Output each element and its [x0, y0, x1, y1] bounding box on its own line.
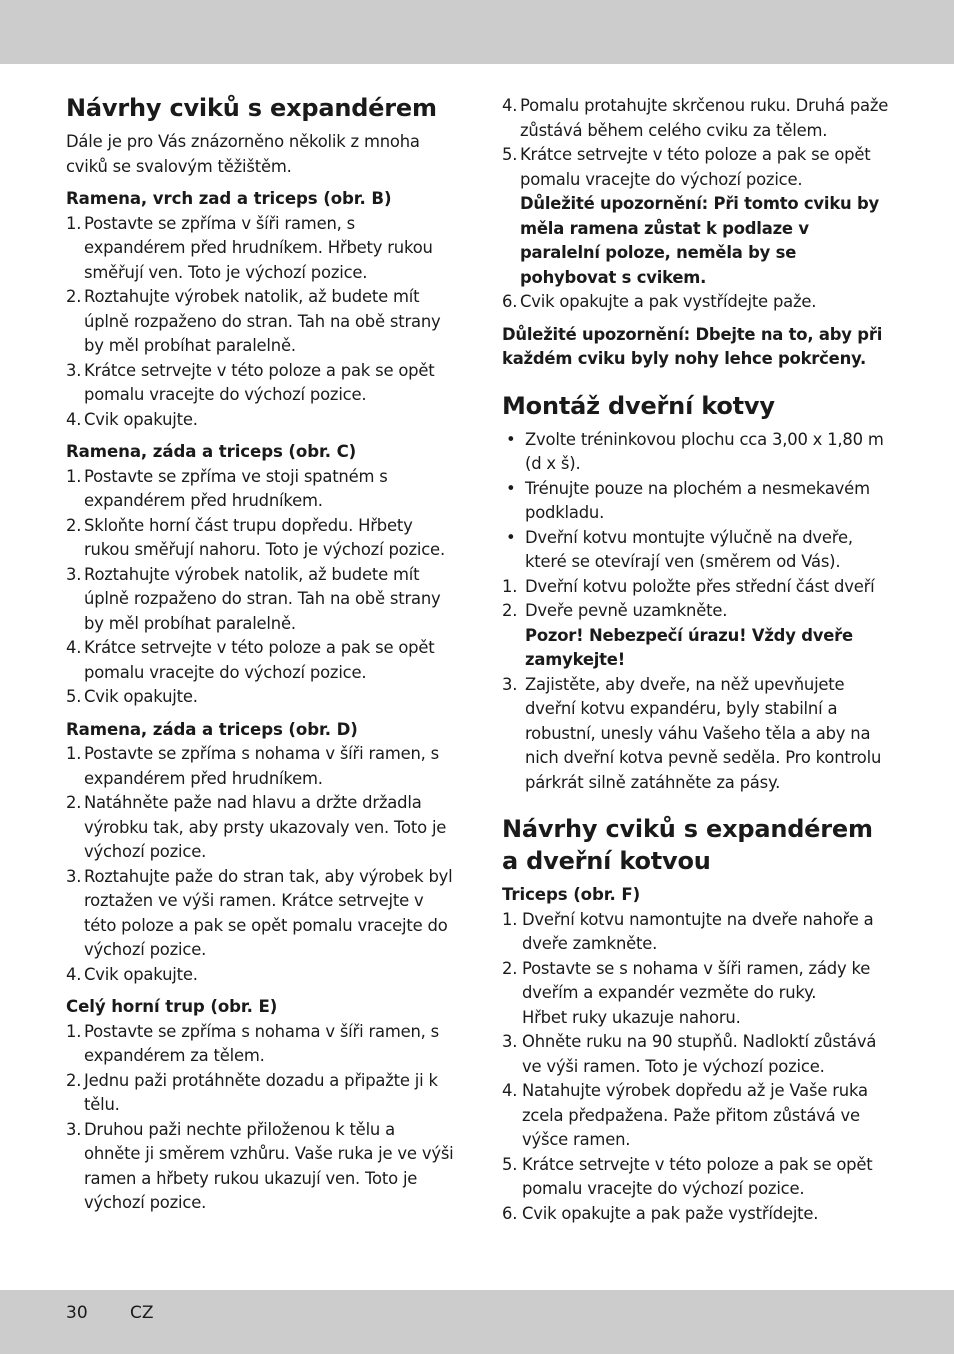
list-item: 3. Roztahujte paže do stran tak, aby výrobek byl roztažen ve výši ramen. Krátce setrvejte v této poloze a pak se opět pomalu vracejte do výchozí pozice. — [66, 866, 453, 959]
steps-list-b — [66, 212, 456, 433]
section-heading-f: Triceps (obr. F) — [502, 885, 641, 904]
list-item: 1. Dveřní kotvu namontujte na dveře nahoře a dveře zamkněte. — [502, 909, 874, 953]
section-heading-e: Celý horní trup (obr. E) — [66, 997, 278, 1016]
steps-list-d — [66, 742, 456, 987]
right-column — [502, 94, 892, 1226]
list-item: 5. Krátce setrvejte v této poloze a pak se opět pomalu vracejte do výchozí pozice. — [502, 1154, 873, 1198]
section-heading-d: Ramena, záda a triceps (obr. D) — [66, 719, 358, 739]
list-item: 2. Jednu paži protáhněte dozadu a připažte ji k tělu. — [66, 1070, 438, 1114]
important-note: Důležité upozornění: Dbejte na to, aby při každém cviku byly nohy lehce pokrčeny. — [502, 324, 883, 368]
language-code: CZ — [130, 1303, 154, 1323]
header-band — [0, 0, 954, 64]
list-item: 5. Cvik opakujte. — [66, 687, 198, 706]
injury-warning: Pozor! Nebezpečí úrazu! Vždy dveře zamykejte! — [525, 625, 853, 669]
list-item: 2. Natáhněte paže nad hlavu a držte držadla výrobku tak, aby prsty ukazovaly ven. Toto je výchozí pozice. — [66, 793, 447, 861]
list-item: 4. Cvik opakujte. — [66, 964, 198, 984]
list-item: 2. Postavte se s nohama v šíři ramen, zády ke dveřím a expandér vezměte do ruky. Hřbet ruky ukazuje nahoru. — [502, 958, 871, 1027]
section-title-door-anchor: Montáž dveřní kotvy — [502, 391, 775, 420]
section-heading-c: Ramena, záda a triceps (obr. C) — [66, 442, 357, 461]
section-title-anchor-exercises: Návrhy cviků s expandérem a dveřní kotvou — [502, 815, 873, 875]
list-item: 4. Krátce setrvejte v této poloze a pak se opět pomalu vracejte do výchozí pozice. — [66, 638, 435, 682]
section-title-expander-exercises: Návrhy cviků s expandérem — [66, 94, 437, 122]
intro-paragraph: Dále je pro Vás znázorněno několik z mnoha cviků se svalovým těžištěm. — [66, 132, 420, 176]
door-steps-list — [502, 575, 892, 796]
list-item: 2. Skloňte horní část trupu dopředu. Hřbety rukou směřují nahoru. Toto je výchozí pozice. — [66, 515, 445, 559]
list-item: 3. Ohněte ruku na 90 stupňů. Nadloktí zůstává ve výši ramen. Toto je výchozí pozice. — [502, 1032, 877, 1076]
door-bullets — [502, 428, 892, 575]
left-column — [66, 92, 456, 1216]
section-heading-b: Ramena, vrch zad a triceps (obr. B) — [66, 189, 392, 208]
list-item: 1. Postavte se zpříma s nohama v šíři ramen, s expandérem za tělem. — [66, 1021, 440, 1065]
inner-important-note: Důležité upozornění: Při tomto cviku by měla ramena zůstat k podlaze v paralelní poloze, neměla by se pohybovat s cvikem. — [520, 194, 880, 287]
page-number: 30 — [66, 1303, 88, 1323]
steps-list-f — [502, 908, 892, 1227]
list-item: 2. Dveře pevně uzamkněte. Pozor! Nebezpečí úrazu! Vždy dveře zamykejte! — [502, 601, 853, 669]
steps-list-e-continued — [502, 94, 892, 315]
list-item: 1. Postavte se zpříma ve stoji spatném s expandérem před hrudníkem. — [66, 466, 388, 510]
list-item: 5. Krátce setrvejte v této poloze a pak se opět pomalu vracejte do výchozí pozice. Důležité upozornění: Při tomto cviku by měla ramena zůstat k podlaze v paralelní poloze, neměla by se pohybovat s cvikem. — [502, 145, 880, 287]
list-item: 3. Krátce setrvejte v této poloze a pak se opět pomalu vracejte do výchozí pozice. — [66, 360, 435, 404]
list-item: 3. Druhou paži nechte přiloženou k tělu a ohněte ji směrem vzhůru. Vaše ruka je ve výši ramen a hřbety rukou ukazují ven. Toto je výchozí pozice. — [66, 1119, 454, 1212]
steps-list-c — [66, 465, 456, 710]
list-item: 1. Dveřní kotvu položte přes střední část dveří — [502, 576, 875, 596]
list-item: 6. Cvik opakujte a pak paže vystřídejte. — [502, 1203, 819, 1223]
list-item: • Zvolte tréninkovou plochu cca 3,00 x 1,80 m (d x š). — [506, 429, 884, 473]
list-item: 6. Cvik opakujte a pak vystřídejte paže. — [502, 292, 817, 311]
list-item: 4. Pomalu protahujte skrčenou ruku. Druhá paže zůstává během celého cviku za tělem. — [502, 96, 889, 140]
list-item: 3. Roztahujte výrobek natolik, až budete mít úplně rozpaženo do stran. Tah na obě strany by měl probíhat paralelně. — [66, 564, 441, 633]
list-item: • Trénujte pouze na plochém a nesmekavém podkladu. — [506, 478, 870, 522]
list-item: 4. Cvik opakujte. — [66, 409, 198, 429]
list-item: 4. Natahujte výrobek dopředu až je Vaše ruka zcela předpažena. Paže přitom zůstává ve výšce ramen. — [502, 1081, 868, 1149]
list-item: • Dveřní kotvu montujte výlučně na dveře, které se otevírají ven (směrem od Vás). — [506, 527, 853, 571]
list-item: 1. Postavte se zpříma v šíři ramen, s expandérem před hrudníkem. Hřbety rukou směřují ven. Toto je výchozí pozice. — [66, 213, 433, 282]
list-item: 1. Postavte se zpříma s nohama v šíři ramen, s expandérem před hrudníkem. — [66, 744, 440, 788]
list-item: 2. Roztahujte výrobek natolik, až budete mít úplně rozpaženo do stran. Tah na obě strany by měl probíhat paralelně. — [66, 287, 441, 355]
steps-list-e — [66, 1020, 456, 1216]
list-item: 3. Zajistěte, aby dveře, na něž upevňujete dveřní kotvu expandéru, byly stabilní a robustní, unesly váhu Vašeho těla a aby na nich dveřní kotva pevně seděla. Pro kontrolu párkrát silně zatáhněte za pásy. — [502, 674, 882, 792]
